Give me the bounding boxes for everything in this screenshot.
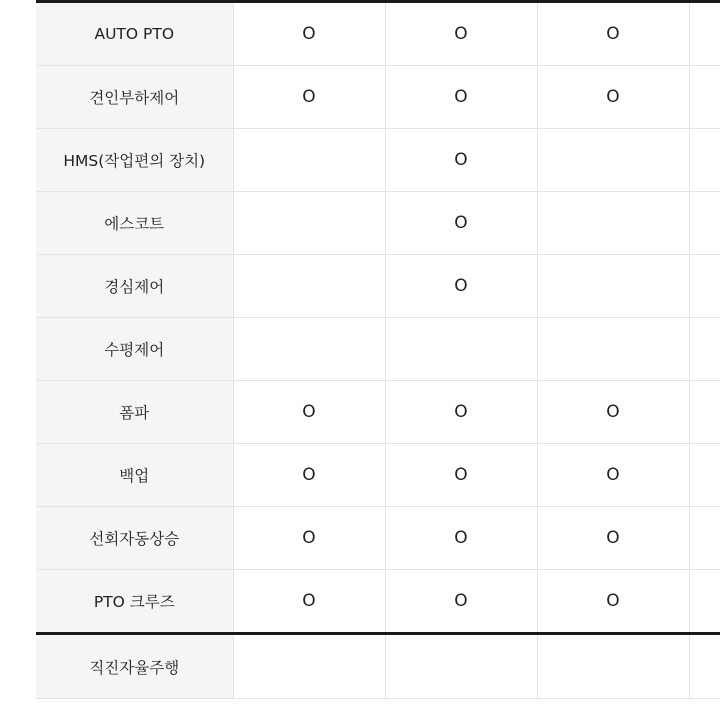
table-cell (385, 634, 537, 699)
availability-mark: O (606, 87, 620, 107)
table-cell (689, 192, 720, 255)
row-label: PTO 크루즈 (36, 570, 233, 634)
row-label: 백업 (36, 444, 233, 507)
table-cell (689, 570, 720, 634)
table-row (36, 129, 720, 192)
table-row (36, 2, 720, 66)
table-cell (537, 570, 689, 634)
availability-mark: O (454, 150, 468, 170)
table-cell (537, 444, 689, 507)
availability-mark: O (302, 465, 316, 485)
row-label: 직진자율주행 (36, 634, 233, 699)
availability-mark: O (302, 402, 316, 422)
row-label: 경심제어 (36, 255, 233, 318)
row-label: HMS(작업편의 장치) (36, 129, 233, 192)
table-cell (537, 507, 689, 570)
table-row (36, 634, 720, 699)
table-cell (689, 255, 720, 318)
table-row (36, 381, 720, 444)
table-row (36, 570, 720, 634)
table-row (36, 318, 720, 381)
table-cell (385, 2, 537, 66)
table-cell (537, 66, 689, 129)
table-row (36, 444, 720, 507)
availability-mark: O (302, 528, 316, 548)
table-cell (385, 507, 537, 570)
table-cell (537, 634, 689, 699)
table-cell (233, 381, 385, 444)
availability-mark: O (606, 402, 620, 422)
availability-mark: O (606, 528, 620, 548)
table-cell (385, 318, 537, 381)
table-cell (537, 381, 689, 444)
table-cell (537, 2, 689, 66)
table-row (36, 66, 720, 129)
table-cell (233, 507, 385, 570)
feature-spec-table (36, 0, 720, 699)
table-cell (689, 381, 720, 444)
table-row (36, 255, 720, 318)
table-cell (385, 66, 537, 129)
availability-mark: O (454, 591, 468, 611)
availability-mark: O (454, 402, 468, 422)
table-cell (537, 129, 689, 192)
availability-mark: O (454, 24, 468, 44)
table-cell (233, 129, 385, 192)
table-cell (385, 255, 537, 318)
availability-mark: O (606, 465, 620, 485)
row-label: 수평제어 (36, 318, 233, 381)
table-cell (385, 129, 537, 192)
table-cell (233, 570, 385, 634)
availability-mark: O (302, 87, 316, 107)
spec-table-container (36, 0, 720, 711)
availability-mark: O (454, 87, 468, 107)
table-cell (385, 381, 537, 444)
table-cell (233, 444, 385, 507)
table-cell (233, 634, 385, 699)
availability-mark: O (454, 465, 468, 485)
table-cell (233, 255, 385, 318)
row-label: 선회자동상승 (36, 507, 233, 570)
table-cell (689, 2, 720, 66)
table-cell (689, 507, 720, 570)
table-row (36, 192, 720, 255)
availability-mark: O (454, 276, 468, 296)
table-cell (689, 444, 720, 507)
table-cell (537, 255, 689, 318)
table-cell (689, 634, 720, 699)
table-cell (385, 570, 537, 634)
availability-mark: O (454, 528, 468, 548)
table-cell (233, 192, 385, 255)
availability-mark: O (606, 591, 620, 611)
table-cell (233, 66, 385, 129)
row-label: 견인부하제어 (36, 66, 233, 129)
table-cell (689, 129, 720, 192)
table-cell (537, 318, 689, 381)
table-cell (233, 2, 385, 66)
availability-mark: O (454, 213, 468, 233)
table-cell (537, 192, 689, 255)
availability-mark: O (302, 24, 316, 44)
row-label: 에스코트 (36, 192, 233, 255)
row-label: 폼파 (36, 381, 233, 444)
row-label: AUTO PTO (36, 2, 233, 66)
availability-mark: O (302, 591, 316, 611)
table-cell (689, 66, 720, 129)
table-cell (385, 192, 537, 255)
table-row (36, 507, 720, 570)
table-cell (385, 444, 537, 507)
availability-mark: O (606, 24, 620, 44)
table-cell (689, 318, 720, 381)
table-cell (233, 318, 385, 381)
